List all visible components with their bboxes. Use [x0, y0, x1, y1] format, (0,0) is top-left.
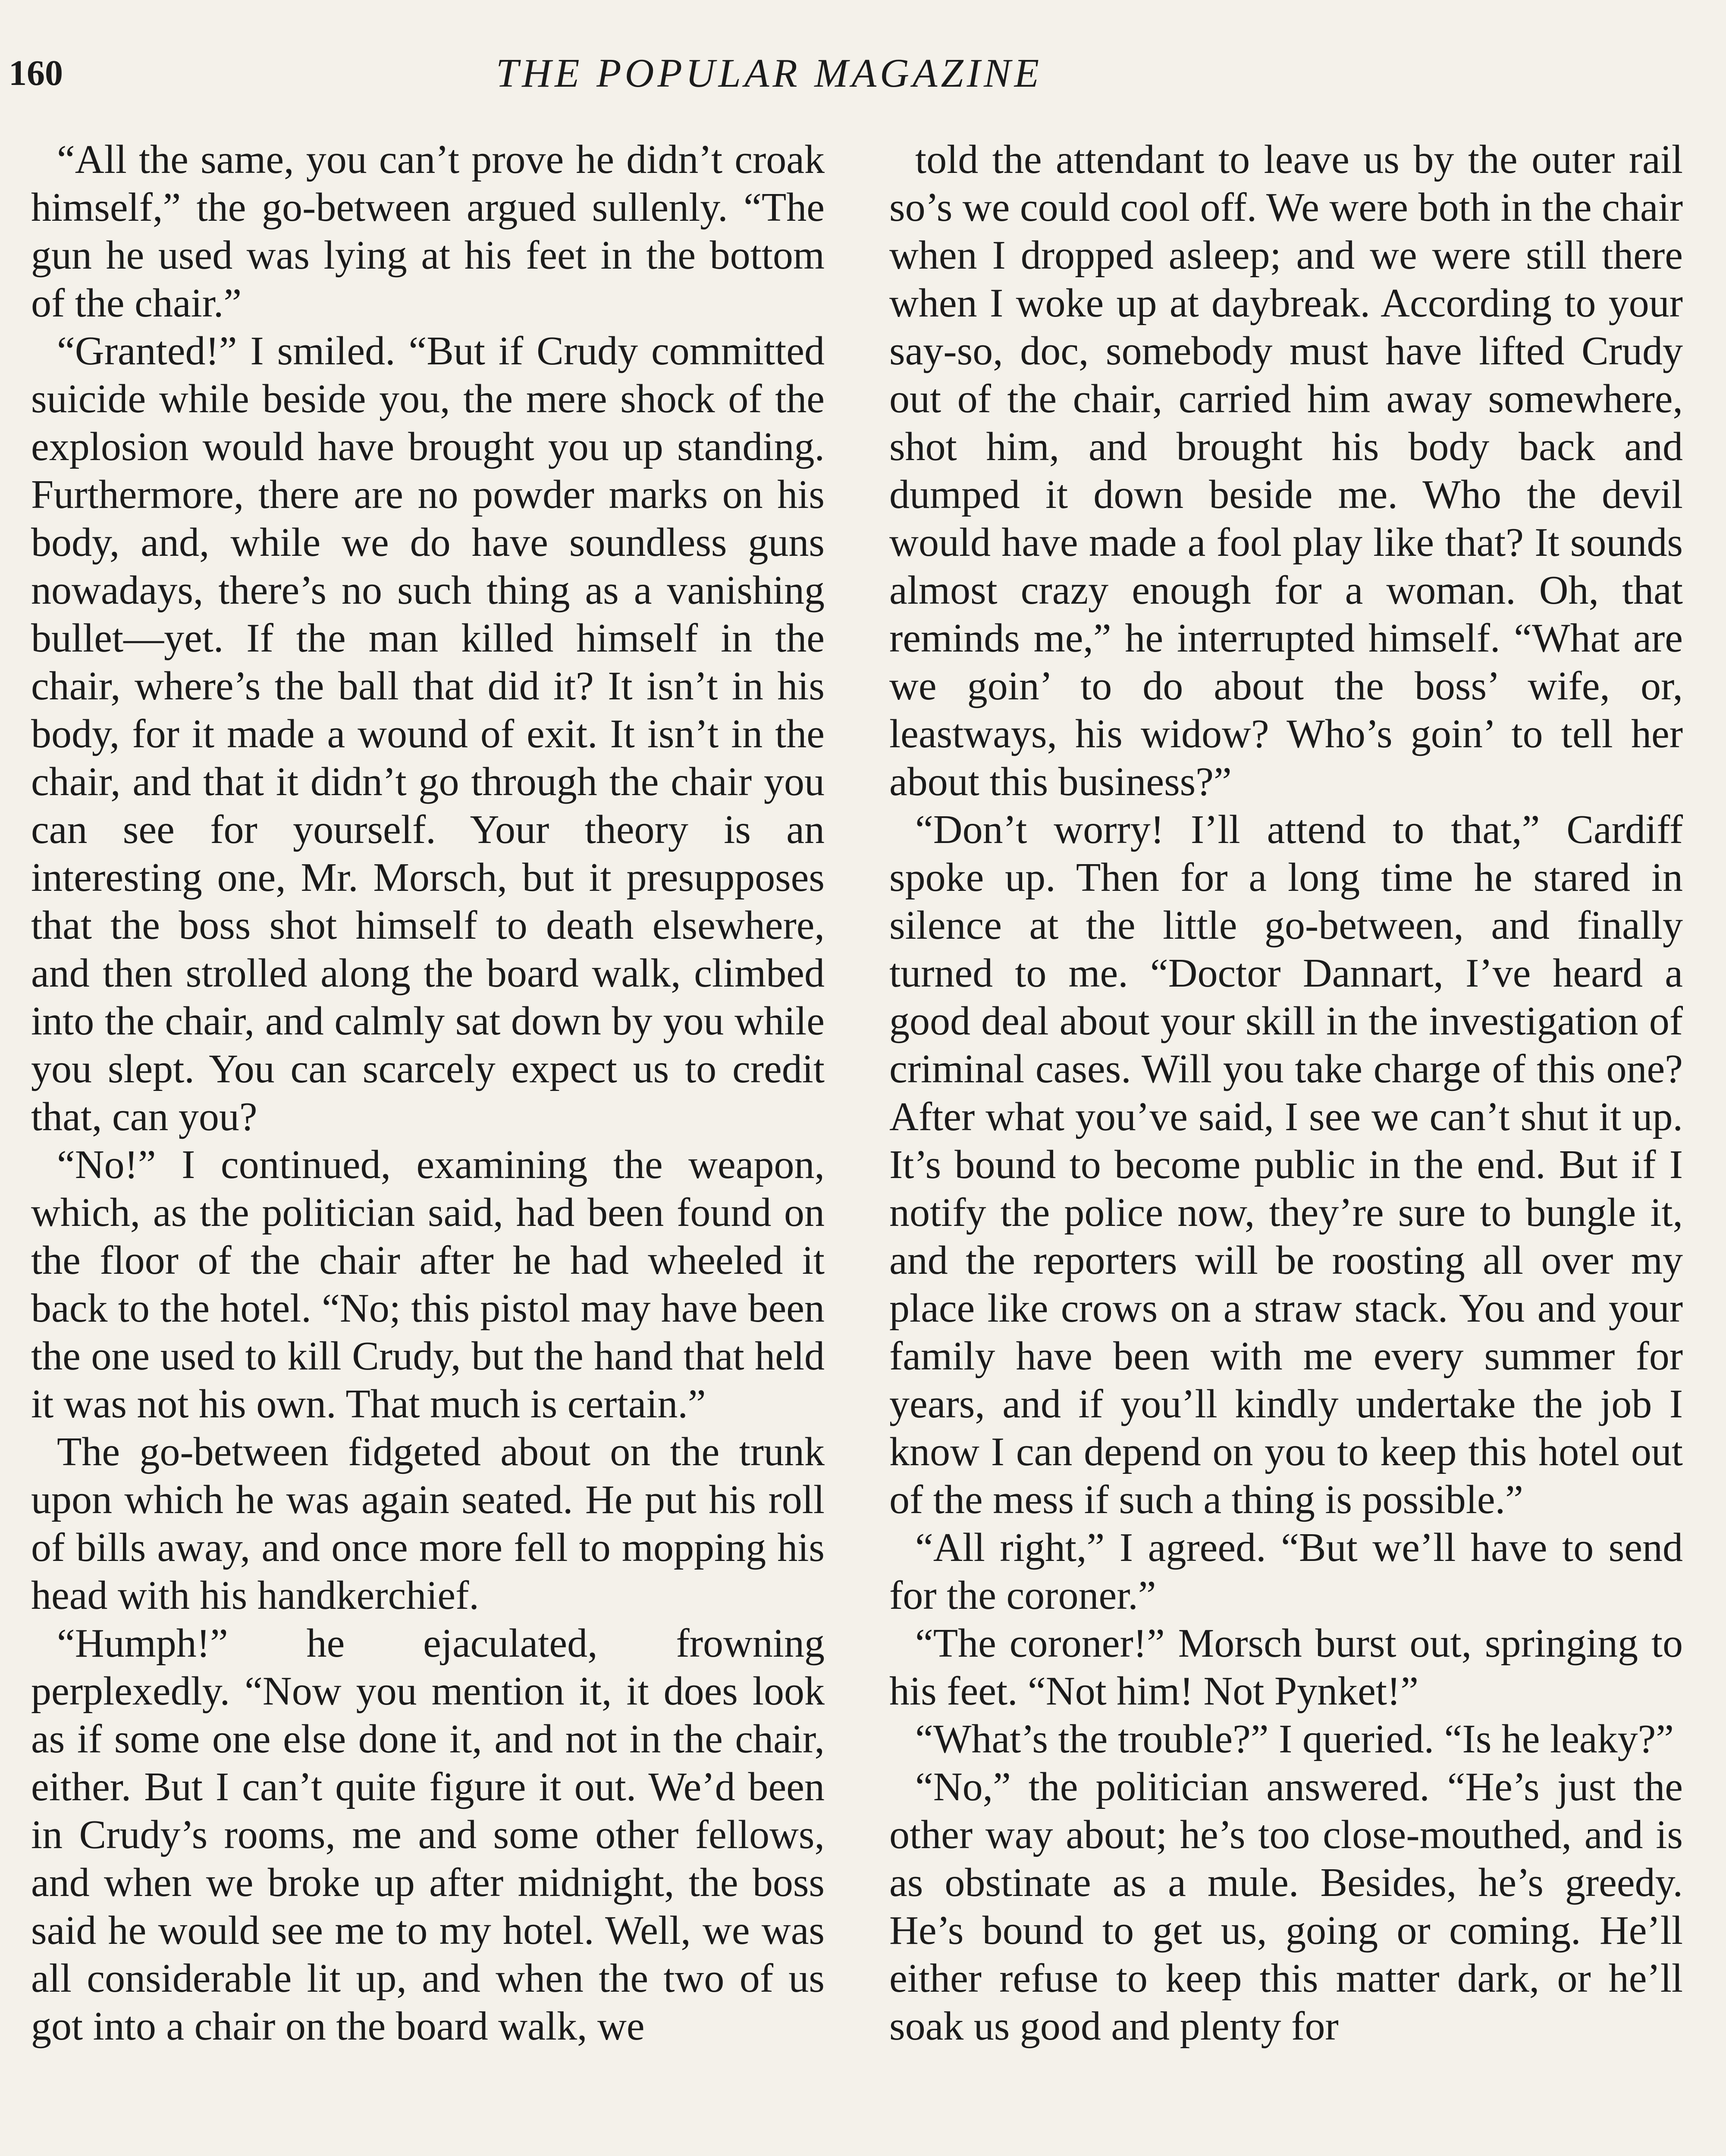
magazine-title: THE POPULAR MAGAZINE	[496, 51, 1043, 96]
paragraph: “All the same, you can’t prove he didn’t croak himself,” the go-between argued sullenly. “The gun he used was lying at his feet in the bottom of the chair.”	[31, 137, 825, 326]
page-header	[0, 47, 1726, 103]
page-number: 160	[9, 53, 63, 93]
paragraph: “All right,” I agreed. “But we’ll have to send for the coroner.”	[889, 1525, 1683, 1618]
right-column	[889, 136, 1683, 2156]
paragraph: “Granted!” I smiled. “But if Crudy committed suicide while beside you, the mere shock of the explosion would have brought you up standing. Furthermore, there are no powder marks on his body, and, while we do have soundless guns nowadays, there’s no such thing as a vanishing bullet—yet. If the man killed himself in the chair, where’s the ball that did it? It isn’t in his body, for it made a wound of exit. It isn’t in the chair, and that it didn’t go through the chair you can see for yourself. Your theory is an interesting one, Mr. Morsch, but it presupposes that the boss shot himself to death elsewhere, and then strolled along the board walk, climbed into the chair, and calmly sat down by you while you slept. You can scarcely expect us to credit that, can you?	[31, 329, 825, 1139]
paragraph: “What’s the trouble?” I queried. “Is he leaky?”	[915, 1717, 1674, 1761]
paragraph: told the attendant to leave us by the outer rail so’s we could cool off. We were both in the chair when I dropped asleep; and we were still there when I woke up at daybreak. According to your say-so, doc, somebody must have lifted Crudy out of the chair, carried him away somewhere, shot him, and brought his body back and dumped it down beside me. Who the devil would have made a fool play like that? It sounds almost crazy enough for a woman. Oh, that reminds me,” he interrupted himself. “What are we goin’ to do about the boss’ wife, or, leastways, his widow? Who’s goin’ to tell her about this business?”	[889, 137, 1683, 804]
paragraph: “The coroner!” Morsch burst out, springing to his feet. “Not him! Not Pynket!”	[889, 1621, 1683, 1714]
paragraph: The go-between fidgeted about on the trunk upon which he was again seated. He put his roll of bills away, and once more fell to mopping his head with his handkerchief.	[31, 1429, 825, 1618]
paragraph: “Don’t worry! I’ll attend to that,” Cardiff spoke up. Then for a long time he stared in silence at the little go-between, and finally turned to me. “Doctor Dannart, I’ve heard a good deal about your skill in the investigation of criminal cases. Will you take charge of this one? After what you’ve said, I see we can’t shut it up. It’s bound to become public in the end. But if I notify the police now, they’re sure to bungle it, and the reporters will be roosting all over my place like crows on a straw stack. You and your family have been with me every summer for years, and if you’ll kindly undertake the job I know I can depend on you to keep this hotel out of the mess if such a thing is possible.”	[889, 807, 1683, 1522]
paragraph: “Humph!” he ejaculated, frowning perplexedly. “Now you mention it, it does look as if some one else done it, and not in the chair, either. But I can’t quite figure it out. We’d been in Crudy’s rooms, me and some other fellows, and when we broke up after midnight, the boss said he would see me to my hotel. Well, we was all considerable lit up, and when the two of us got into a chair on the board walk, we	[31, 1621, 825, 2049]
paragraph: “No,” the politician answered. “He’s just the other way about; he’s too close-mouthed, and is as obstinate as a mule. Besides, he’s greedy. He’s bound to get us, going or coming. He’ll either refuse to keep this matter dark, or he’ll soak us good and plenty for	[889, 1764, 1683, 2049]
paragraph: “No!” I continued, examining the weapon, which, as the politician said, had been found on the floor of the chair after he had wheeled it back to the hotel. “No; this pistol may have been the one used to kill Crudy, but the hand that held it was not his own. That much is certain.”	[31, 1142, 825, 1426]
left-column	[31, 136, 825, 2156]
